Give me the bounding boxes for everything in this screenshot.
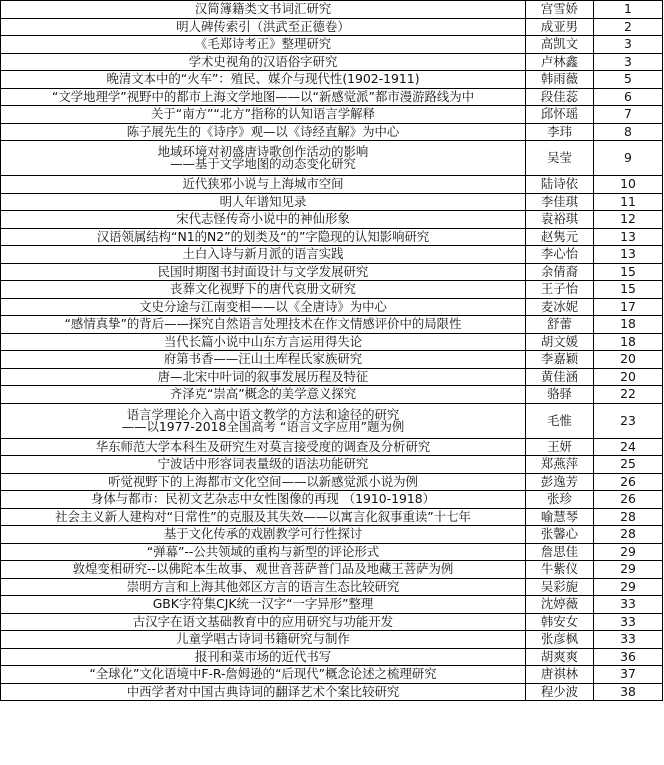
author-cell: 毛惟 <box>526 403 594 438</box>
rank-cell: 29 <box>594 543 663 561</box>
author-cell: 邱怀瑶 <box>526 106 594 124</box>
author-cell: 胡文媛 <box>526 333 594 351</box>
project-title-line1: 语言学理论介入高中语文教学的方法和途径的研究 <box>126 406 400 422</box>
project-title-cell: 基于文化传承的戏剧教学可行性探讨 <box>1 526 526 544</box>
project-title-cell: 汉简簿籍类文书词汇研究 <box>1 1 526 19</box>
table-row <box>1 281 663 299</box>
project-title-cell: 关于“南方”“北方”指称的认知语言学解释 <box>1 106 526 124</box>
author-cell: 沈婷薇 <box>526 596 594 614</box>
rank-cell: 12 <box>594 211 663 229</box>
table-row <box>1 526 663 544</box>
table-row <box>1 176 663 194</box>
rank-cell: 17 <box>594 298 663 316</box>
rank-cell: 5 <box>594 71 663 89</box>
table-row <box>1 298 663 316</box>
author-cell: 詹思佳 <box>526 543 594 561</box>
author-cell: 高凯文 <box>526 36 594 54</box>
rank-cell: 28 <box>594 508 663 526</box>
table-row <box>1 141 663 176</box>
project-title-cell: 敦煌变相研究--以佛陀本生故事、观世音菩萨普门品及地藏王菩萨为例 <box>1 561 526 579</box>
project-title-cell: 报刊和菜市场的近代书写 <box>1 648 526 666</box>
table-row <box>1 438 663 456</box>
author-cell: 黄佳涵 <box>526 368 594 386</box>
rank-cell: 23 <box>594 403 663 438</box>
author-cell: 程少波 <box>526 683 594 701</box>
project-title-cell: 当代长篇小说中山东方言运用得失论 <box>1 333 526 351</box>
rank-cell: 3 <box>594 36 663 54</box>
table-row <box>1 613 663 631</box>
author-cell: 李佳琪 <box>526 193 594 211</box>
table-row <box>1 228 663 246</box>
author-cell: 陆诗依 <box>526 176 594 194</box>
author-cell: 喻慧琴 <box>526 508 594 526</box>
project-title-cell <box>1 403 526 438</box>
author-cell: 李玮 <box>526 123 594 141</box>
table-row <box>1 508 663 526</box>
author-cell: 吴莹 <box>526 141 594 176</box>
author-cell: 张彦枫 <box>526 631 594 649</box>
author-cell: 段佳蕊 <box>526 88 594 106</box>
author-cell: 成亚男 <box>526 18 594 36</box>
table-row <box>1 666 663 684</box>
project-title-cell: 文史分途与江南变相——以《全唐诗》为中心 <box>1 298 526 316</box>
project-title-cell: 明人年谱知见录 <box>1 193 526 211</box>
rank-cell: 26 <box>594 491 663 509</box>
project-title-cell: 民国时期图书封面设计与文学发展研究 <box>1 263 526 281</box>
project-title-line1: 地域环境对初盛唐诗歌创作活动的影响 <box>157 144 369 159</box>
author-cell: 张馨心 <box>526 526 594 544</box>
project-title-cell: “全球化”文化语境中F-R-詹姆逊的“后现代”概念论述之梳理研究 <box>1 666 526 684</box>
table-row <box>1 36 663 54</box>
table-row <box>1 106 663 124</box>
rank-cell: 33 <box>594 596 663 614</box>
project-title-cell: 崇明方言和上海其他郊区方言的语言生态比较研究 <box>1 578 526 596</box>
rank-cell: 26 <box>594 473 663 491</box>
project-title-cell: 府第书香——汪山土库程氏家族研究 <box>1 351 526 369</box>
table-row <box>1 543 663 561</box>
rank-cell: 9 <box>594 141 663 176</box>
rank-cell: 11 <box>594 193 663 211</box>
project-title-cell: 近代狭邪小说与上海城市空间 <box>1 176 526 194</box>
rank-cell: 6 <box>594 88 663 106</box>
project-title-cell: 儿童学唱古诗词书籍研究与制作 <box>1 631 526 649</box>
author-cell: 牛紫仪 <box>526 561 594 579</box>
project-title-cell: 晚清文本中的“火车”：殖民、媒介与现代性(1902-1911) <box>1 71 526 89</box>
author-cell: 麦冰妮 <box>526 298 594 316</box>
author-cell: 王妍 <box>526 438 594 456</box>
author-cell: 韩雨薇 <box>526 71 594 89</box>
rank-cell: 33 <box>594 613 663 631</box>
project-title-cell: 齐泽克“崇高”概念的美学意义探究 <box>1 386 526 404</box>
table-row <box>1 53 663 71</box>
project-title-cell: “文学地理学”视野中的都市上海文学地图——以“新感觉派”都市漫游路线为中 <box>1 88 526 106</box>
rank-cell: 22 <box>594 386 663 404</box>
rank-cell: 20 <box>594 368 663 386</box>
table-row <box>1 246 663 264</box>
project-title-cell: 宁波话中形容词表量级的语法功能研究 <box>1 456 526 474</box>
table-row <box>1 88 663 106</box>
author-cell: 郑燕萍 <box>526 456 594 474</box>
rank-cell: 25 <box>594 456 663 474</box>
project-title-cell: 明人碑传索引（洪武至正德卷） <box>1 18 526 36</box>
project-title-cell: 社会主义新人建构对“日常性”的克服及其失效——以寓言化叙事重读”十七年 <box>1 508 526 526</box>
table-row <box>1 263 663 281</box>
rank-cell: 15 <box>594 281 663 299</box>
rank-cell: 2 <box>594 18 663 36</box>
project-title-cell: 土白入诗与新月派的语言实践 <box>1 246 526 264</box>
rank-cell: 28 <box>594 526 663 544</box>
project-title-cell <box>1 141 526 176</box>
table-row <box>1 491 663 509</box>
project-title-line2: ——基于文学地图的动态变化研究 <box>170 156 356 171</box>
table-row <box>1 631 663 649</box>
rank-cell: 24 <box>594 438 663 456</box>
project-title-cell: 丧葬文化视野下的唐代哀册文研究 <box>1 281 526 299</box>
rank-cell: 13 <box>594 246 663 264</box>
author-cell: 张珍 <box>526 491 594 509</box>
rank-cell: 13 <box>594 228 663 246</box>
table-row <box>1 368 663 386</box>
table-body <box>1 1 663 701</box>
project-title-cell: 陈子展先生的《诗序》观—以《诗经直解》为中心 <box>1 123 526 141</box>
author-cell: 余倩裔 <box>526 263 594 281</box>
author-cell: 吴彩旎 <box>526 578 594 596</box>
table-row <box>1 683 663 701</box>
rank-cell: 15 <box>594 263 663 281</box>
table-row <box>1 71 663 89</box>
rank-cell: 3 <box>594 53 663 71</box>
table-row <box>1 123 663 141</box>
author-cell: 王子怡 <box>526 281 594 299</box>
rank-cell: 38 <box>594 683 663 701</box>
table-row <box>1 316 663 334</box>
table-row <box>1 1 663 19</box>
author-cell: 骆驿 <box>526 386 594 404</box>
table-row <box>1 561 663 579</box>
rank-cell: 29 <box>594 578 663 596</box>
rank-cell: 20 <box>594 351 663 369</box>
author-cell: 彭逸芳 <box>526 473 594 491</box>
author-cell: 卢林鑫 <box>526 53 594 71</box>
rank-cell: 18 <box>594 316 663 334</box>
rank-cell: 18 <box>594 333 663 351</box>
rank-cell: 36 <box>594 648 663 666</box>
project-title-cell: 中西学者对中国古典诗词的翻译艺术个案比较研究 <box>1 683 526 701</box>
project-title-cell: 听觉视野下的上海都市文化空间——以新感觉派小说为例 <box>1 473 526 491</box>
table-row <box>1 193 663 211</box>
author-cell: 韩安女 <box>526 613 594 631</box>
project-title-cell: 唐—北宋中叶词的叙事发展历程及特征 <box>1 368 526 386</box>
project-title-cell: 学术史视角的汉语俗字研究 <box>1 53 526 71</box>
author-cell: 胡爽爽 <box>526 648 594 666</box>
table-row <box>1 473 663 491</box>
rank-cell: 7 <box>594 106 663 124</box>
table-row <box>1 211 663 229</box>
rank-cell: 8 <box>594 123 663 141</box>
rank-cell: 37 <box>594 666 663 684</box>
rank-cell: 10 <box>594 176 663 194</box>
rank-cell: 29 <box>594 561 663 579</box>
table-row <box>1 351 663 369</box>
project-title-cell: 身体与都市：民初文艺杂志中女性图像的再现 （1910-1918） <box>1 491 526 509</box>
rank-cell: 33 <box>594 631 663 649</box>
project-title-cell: “感情真挚”的背后——探究自然语言处理技术在作文情感评价中的局限性 <box>1 316 526 334</box>
table-row <box>1 578 663 596</box>
table-row <box>1 648 663 666</box>
project-title-cell: GBK字符集CJK统一汉字“一字异形”整理 <box>1 596 526 614</box>
table-row <box>1 456 663 474</box>
project-title-cell: 汉语领属结构“N1的N2”的划类及“的”字隐现的认知影响研究 <box>1 228 526 246</box>
table-row <box>1 596 663 614</box>
author-cell: 李嘉颖 <box>526 351 594 369</box>
project-title-cell: 古汉字在语文基础教育中的应用研究与功能开发 <box>1 613 526 631</box>
table-row <box>1 18 663 36</box>
project-title-cell: 《毛郑诗考正》整理研究 <box>1 36 526 54</box>
table-row <box>1 403 663 438</box>
author-cell: 袁裕琪 <box>526 211 594 229</box>
project-title-cell: “弹幕”--公共领域的重构与新型的评论形式 <box>1 543 526 561</box>
project-title-cell: 华东师范大学本科生及研究生对莫言接受度的调查及分析研究 <box>1 438 526 456</box>
project-title-line2: ——以1977-2018全国高考 “语言文字应用”题为例 <box>121 418 405 434</box>
author-cell: 李心怡 <box>526 246 594 264</box>
author-cell: 赵隽元 <box>526 228 594 246</box>
table-row <box>1 333 663 351</box>
author-cell: 宫雪娇 <box>526 1 594 19</box>
project-title-cell: 宋代志怪传奇小说中的神仙形象 <box>1 211 526 229</box>
rank-cell: 1 <box>594 1 663 19</box>
table-row <box>1 386 663 404</box>
author-cell: 唐祺林 <box>526 666 594 684</box>
author-cell: 舒蕾 <box>526 316 594 334</box>
